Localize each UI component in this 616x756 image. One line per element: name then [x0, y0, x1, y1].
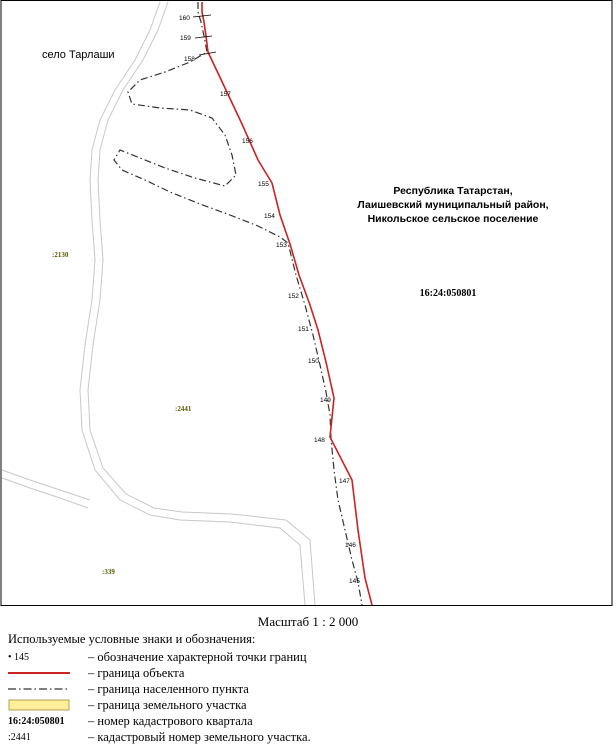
legend-symbol-dashdot-line	[8, 681, 88, 697]
point-label: 148	[314, 437, 325, 444]
region-line: Республика Татарстан,	[393, 185, 513, 197]
point-label: 145	[349, 578, 360, 585]
legend-item	[8, 697, 608, 713]
legend-item	[8, 681, 608, 697]
point-labels	[179, 15, 360, 585]
point-label: 160	[179, 15, 190, 22]
legend-symbol: :2441	[8, 731, 31, 743]
point-label: 152	[288, 293, 299, 300]
legend-title: Используемые условные знаки и обозначения:	[8, 632, 256, 646]
point-label: 151	[298, 326, 309, 333]
map-frame	[1, 1, 612, 606]
point-label: 157	[220, 91, 231, 98]
map-scale: Масштаб 1 : 2 000	[257, 614, 359, 629]
legend-text: – граница объекта	[88, 665, 185, 680]
legend-item	[8, 729, 608, 745]
point-label: 154	[264, 213, 275, 220]
legend-symbol: 16:24:050801	[8, 715, 65, 727]
region-line: Лаишевский муниципальный район,	[357, 199, 549, 211]
point-label: 147	[339, 478, 350, 485]
legend-item	[8, 665, 608, 681]
legend-symbol: • 145	[8, 651, 30, 663]
legend-text: – обозначение характерной точки границ	[88, 649, 307, 664]
parcel-borders	[2, 2, 315, 605]
point-label: 155	[258, 181, 269, 188]
parcel-label: :2441	[175, 405, 192, 413]
point-label: 159	[180, 35, 191, 42]
legend-symbol-yellow-box	[8, 697, 88, 713]
point-label: 149	[320, 397, 331, 404]
legend-text: – граница земельного участка	[88, 697, 247, 712]
point-label: 153	[276, 242, 287, 249]
region-line: Никольское сельское поселение	[367, 213, 539, 225]
point-label: 146	[345, 542, 356, 549]
legend-item	[8, 649, 608, 665]
legend-symbol-red-line	[8, 665, 88, 681]
parcel-label: :2130	[52, 251, 69, 259]
legend-text: – номер кадастрового квартала	[88, 713, 253, 728]
legend-item	[8, 713, 608, 729]
point-label: 150	[308, 358, 319, 365]
point-label: 156	[242, 138, 253, 145]
legend-text: – кадастровый номер земельного участка.	[88, 729, 311, 744]
quarter-label: 16:24:050801	[419, 288, 477, 299]
village-label: село Тарлаши	[42, 49, 115, 61]
legend	[8, 632, 608, 745]
point-label: 158	[184, 56, 195, 63]
legend-text: – граница населенного пункта	[88, 681, 249, 696]
parcel-label: :339	[102, 568, 115, 576]
